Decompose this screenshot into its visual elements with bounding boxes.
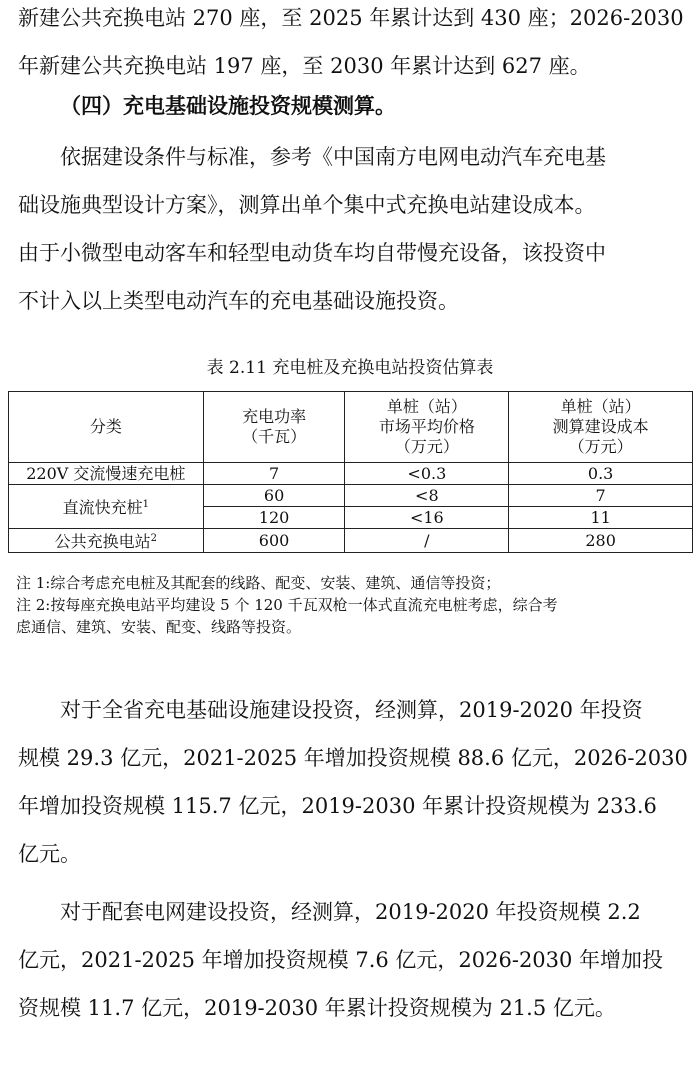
cell-price: <8 bbox=[345, 485, 509, 507]
text-line: 对于配套电网建设投资，经测算，2019-2020 年投资规模 2.2 bbox=[60, 900, 641, 924]
note-line: 注 2:按每座充换电站平均建设 5 个 120 千瓦双枪一体式直流充电桩考虑，综合考 bbox=[16, 596, 558, 614]
cell-price: <0.3 bbox=[345, 463, 509, 485]
header-line: （万元） bbox=[394, 437, 459, 456]
cell-price: / bbox=[345, 529, 509, 553]
header-line: 单桩（站） bbox=[386, 397, 467, 416]
header-line: 单桩（站） bbox=[560, 397, 641, 416]
text-line: 对于全省充电基础设施建设投资，经测算，2019-2020 年投资 bbox=[60, 698, 643, 722]
cell-power: 120 bbox=[203, 507, 345, 529]
paragraph-charging-investment bbox=[18, 686, 688, 878]
paragraph-investment-basis bbox=[18, 133, 682, 325]
header-line: （万元） bbox=[568, 437, 633, 456]
header-line: （千瓦） bbox=[242, 427, 307, 446]
table-caption: 表 2.11 充电桩及充换电站投资估算表 bbox=[206, 358, 494, 378]
text-line: 亿元，2021-2025 年增加投资规模 7.6 亿元，2026-2030 年增加投 bbox=[18, 948, 664, 972]
cell-category bbox=[9, 485, 204, 529]
header-power bbox=[203, 392, 345, 463]
footnote-marker: 1 bbox=[142, 499, 150, 510]
cell-cost: 7 bbox=[509, 485, 693, 507]
text-line: 年新建公共充换电站 197 座，至 2030 年累计达到 627 座。 bbox=[18, 54, 591, 78]
text-line: 础设施典型设计方案》，测算出单个集中式充换电站建设成本。 bbox=[18, 193, 596, 217]
table-notes bbox=[16, 572, 690, 638]
cell-cost: 11 bbox=[509, 507, 693, 529]
paragraph-grid-investment bbox=[18, 888, 682, 1032]
header-market-price bbox=[345, 392, 509, 463]
text-line: 由于小微型电动客车和轻型电动货车均自带慢充设备，该投资中 bbox=[18, 241, 606, 265]
table-row bbox=[9, 463, 693, 485]
section-heading: （四）充电基础设施投资规模测算。 bbox=[60, 93, 396, 118]
text-line: 资规模 11.7 亿元，2019-2030 年累计投资规模为 21.5 亿元。 bbox=[18, 996, 616, 1020]
footnote-marker: 2 bbox=[150, 533, 158, 544]
investment-table bbox=[8, 391, 693, 553]
cell-category: 220V 交流慢速充电桩 bbox=[9, 463, 204, 485]
category-label: 直流快充桩 bbox=[62, 498, 143, 517]
cell-power: 60 bbox=[203, 485, 345, 507]
category-label: 公共充换电站 bbox=[54, 532, 151, 551]
text-line: 依据建设条件与标准，参考《中国南方电网电动汽车充电基 bbox=[60, 145, 606, 169]
note-line: 注 1:综合考虑充电桩及其配套的线路、配变、安装、建筑、通信等投资； bbox=[16, 574, 501, 592]
table-row bbox=[9, 485, 693, 507]
header-line: 市场平均价格 bbox=[378, 417, 475, 436]
text-line: 规模 29.3 亿元，2021-2025 年增加投资规模 88.6 亿元，2026-2030 bbox=[18, 746, 688, 770]
cell-cost: 280 bbox=[509, 529, 693, 553]
header-line: 测算建设成本 bbox=[552, 417, 649, 436]
cell-price: <16 bbox=[345, 507, 509, 529]
text-line: 亿元。 bbox=[18, 842, 81, 866]
text-line: 年增加投资规模 115.7 亿元，2019-2030 年累计投资规模为 233.6 bbox=[18, 794, 657, 818]
paragraph-station-plan bbox=[18, 0, 682, 90]
cell-power: 7 bbox=[203, 463, 345, 485]
header-category: 分类 bbox=[9, 392, 204, 463]
cell-cost: 0.3 bbox=[509, 463, 693, 485]
text-line: 不计入以上类型电动汽车的充电基础设施投资。 bbox=[18, 289, 459, 313]
header-line: 充电功率 bbox=[242, 407, 307, 426]
cell-category bbox=[9, 529, 204, 553]
text-line: 新建公共充换电站 270 座，至 2025 年累计达到 430 座；2026-2030 bbox=[18, 6, 684, 30]
table-row bbox=[9, 529, 693, 553]
header-build-cost bbox=[509, 392, 693, 463]
cell-power: 600 bbox=[203, 529, 345, 553]
table-header-row bbox=[9, 392, 693, 463]
note-line: 虑通信、建筑、安装、配变、线路等投资。 bbox=[16, 618, 302, 636]
